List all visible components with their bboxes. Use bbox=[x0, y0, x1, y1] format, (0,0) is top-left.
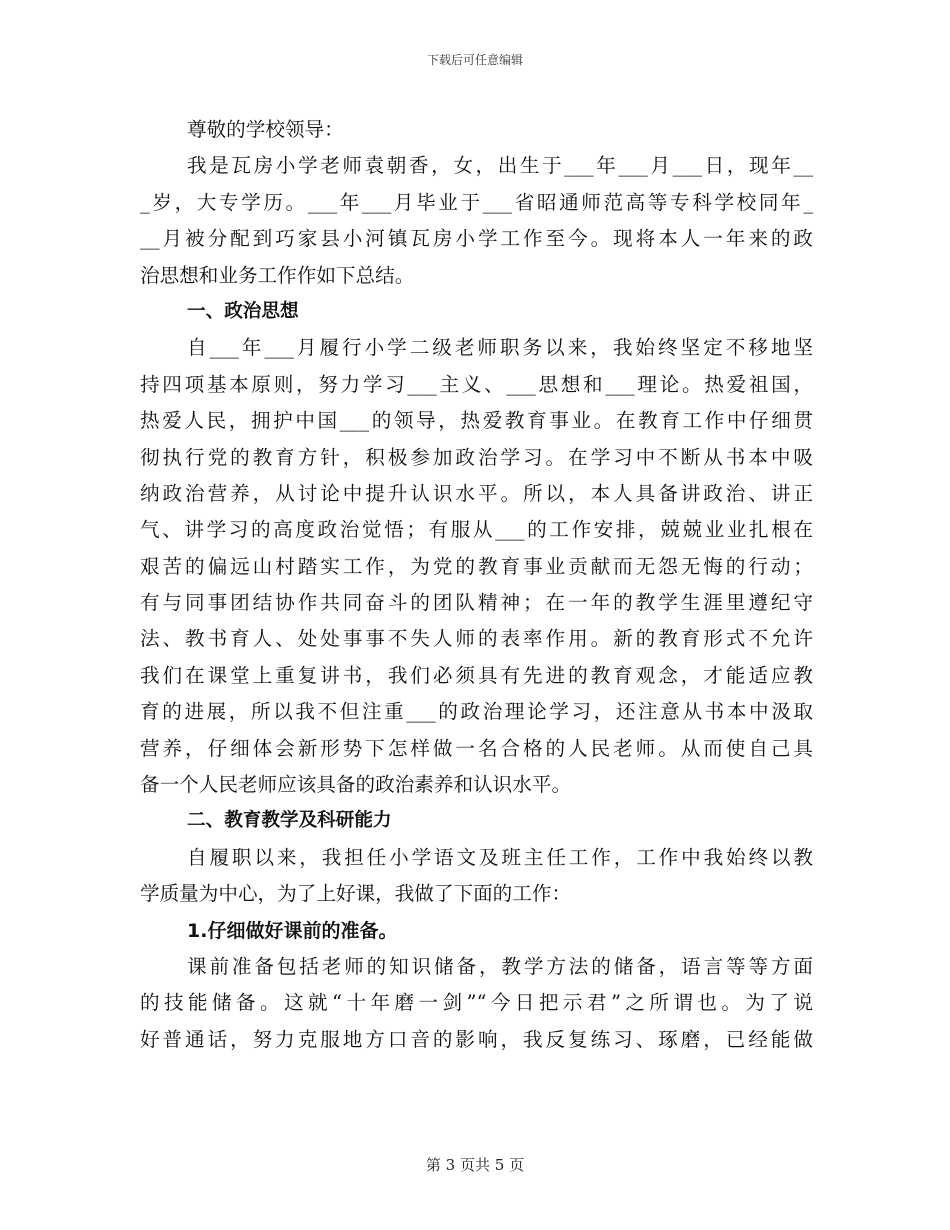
body-text-line: _岁，大专学历。___年___月毕业于___省昭通师范高等专科学校同年_ bbox=[140, 190, 813, 214]
body-text-line: 育的进展，所以我不但注重___的政治理论学习，还注意从书本中汲取 bbox=[140, 700, 813, 724]
body-text-line: __月被分配到巧家县小河镇瓦房小学工作至今。现将本人一年来的政 bbox=[140, 227, 813, 251]
page-number: 第 3 页共 5 页 bbox=[425, 1156, 525, 1174]
body-text-line: 的技能储备。这就“十年磨一剑”“今日把示君”之所谓也。为了说 bbox=[140, 991, 813, 1015]
body-text-line: 法、教书育人、处处事事不失人师的表率作用。新的教育形式不允许 bbox=[140, 627, 813, 651]
section-heading: 二、教育教学及科研能力 bbox=[187, 810, 392, 832]
section-heading: 一、政治思想 bbox=[187, 300, 299, 322]
body-text-line: 学质量为中心，为了上好课，我做了下面的工作： bbox=[140, 882, 572, 906]
page-header: 下载后可任意编辑 bbox=[426, 53, 523, 67]
body-text-line: 艰苦的偏远山村踏实工作，为党的教育事业贡献而无怨无悔的行动； bbox=[140, 554, 813, 578]
body-text-line: 有与同事团结协作共同奋斗的团队精神；在一年的教学生涯里遵纪守 bbox=[140, 591, 813, 615]
body-text-line: 热爱人民，拥护中国___的领导，热爱教育事业。在教育工作中仔细贯 bbox=[140, 409, 813, 433]
body-text-line: 备一个人民老师应该具备的政治素养和认识水平。 bbox=[140, 773, 572, 797]
body-text-line: 自___年___月履行小学二级老师职务以来，我始终坚定不移地坚 bbox=[187, 336, 813, 360]
body-text-line: 营养，仔细体会新形势下怎样做一名合格的人民老师。从而使自己具 bbox=[140, 736, 813, 760]
document-lines bbox=[140, 112, 813, 1058]
body-text-line: 尊敬的学校领导： bbox=[187, 118, 344, 141]
body-text-line: 治思想和业务工作作如下总结。 bbox=[140, 263, 415, 287]
body-text-line: 纳政治营养，从讨论中提升认识水平。所以，本人具备讲政治、讲正 bbox=[140, 481, 813, 505]
body-text-line: 持四项基本原则，努力学习___主义、___思想和___理论。热爱祖国， bbox=[140, 372, 813, 396]
body-text-line: 我们在课堂上重复讲书，我们必须具有先进的教育观念，才能适应教 bbox=[140, 663, 813, 687]
body-text-line: 气、讲学习的高度政治觉悟；有服从___的工作安排，兢兢业业扎根在 bbox=[140, 518, 813, 542]
body-text-line: 我是瓦房小学老师袁朝香，女，出生于___年___月___日，现年__ bbox=[187, 154, 813, 178]
body-text-line: 自履职以来，我担任小学语文及班主任工作，工作中我始终以教 bbox=[187, 845, 813, 869]
subsection-heading: 1.仔细做好课前的准备。 bbox=[187, 919, 398, 942]
document-body bbox=[140, 112, 813, 1058]
body-text-line: 课前准备包括老师的知识储备，教学方法的储备，语言等等方面 bbox=[187, 954, 813, 978]
body-text-line: 彻执行党的教育方针，积极参加政治学习。在学习中不断从书本中吸 bbox=[140, 445, 813, 469]
body-text-line: 好普通话，努力克服地方口音的影响，我反复练习、琢磨，已经能做 bbox=[140, 1027, 813, 1051]
